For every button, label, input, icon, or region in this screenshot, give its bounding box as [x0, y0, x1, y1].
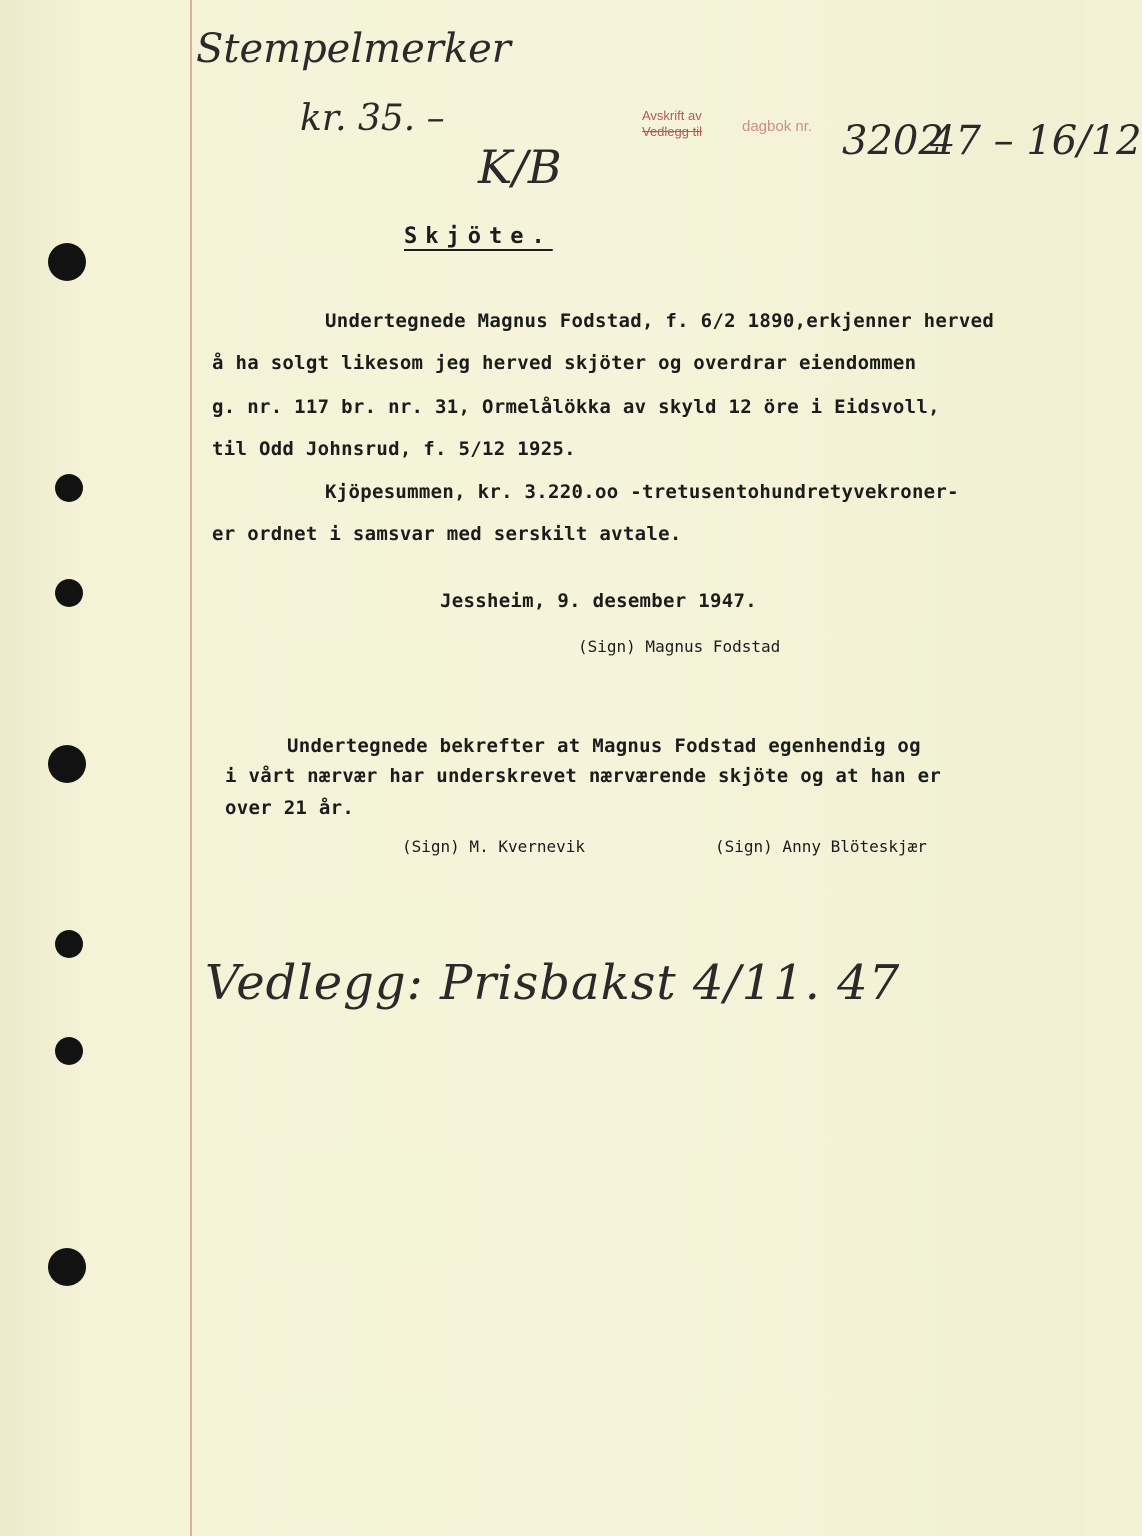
punch-hole: [48, 1248, 86, 1286]
place-date: Jessheim, 9. desember 1947.: [440, 590, 757, 612]
witness-signature-2: (Sign) Anny Blöteskjær: [715, 837, 927, 856]
punch-hole: [55, 474, 83, 502]
stamp-line-2: Vedlegg til: [642, 124, 702, 139]
punch-hole: [48, 745, 86, 783]
handwritten-daybook-number: 3202: [842, 118, 944, 164]
body-line: er ordnet i samsvar med serskilt avtale.: [212, 523, 682, 545]
punch-hole: [55, 930, 83, 958]
handwritten-stamp-note: Stempelmerker: [196, 26, 511, 72]
body-line: Undertegnede Magnus Fodstad, f. 6/2 1890,erkjenner herved: [325, 310, 995, 332]
seller-signature: (Sign) Magnus Fodstad: [578, 637, 781, 656]
witness-line: i vårt nærvær har underskrevet nærværende skjöte og at han er: [225, 765, 942, 787]
handwritten-amount: kr. 35. –: [300, 98, 445, 139]
handwritten-attachment-note: Vedlegg: Prisbakst 4/11. 47: [205, 955, 901, 1011]
witness-signature-1: (Sign) M. Kvernevik: [402, 837, 586, 856]
punch-hole: [55, 1037, 83, 1065]
margin-line: [190, 0, 192, 1536]
body-line: Kjöpesummen, kr. 3.220.oo -tretusentohundretyvekroner-: [325, 481, 959, 503]
punch-hole: [48, 243, 86, 281]
stamp-line-1: Avskrift av: [642, 108, 702, 123]
body-line: til Odd Johnsrud, f. 5/12 1925.: [212, 438, 576, 460]
witness-line: Undertegnede bekrefter at Magnus Fodstad egenhendig og: [287, 735, 921, 757]
punch-hole: [55, 579, 83, 607]
witness-line: over 21 år.: [225, 797, 355, 819]
body-line: g. nr. 117 br. nr. 31, Ormelålökka av skyld 12 öre i Eidsvoll,: [212, 396, 940, 418]
stamp-label: dagbok nr.: [742, 118, 813, 135]
handwritten-daybook-date: 47 – 16/12: [930, 118, 1142, 164]
handwritten-initials: K/B: [478, 140, 562, 194]
document-title: Skjöte.: [404, 224, 553, 249]
body-line: å ha solgt likesom jeg herved skjöter og overdrar eiendommen: [212, 352, 917, 374]
